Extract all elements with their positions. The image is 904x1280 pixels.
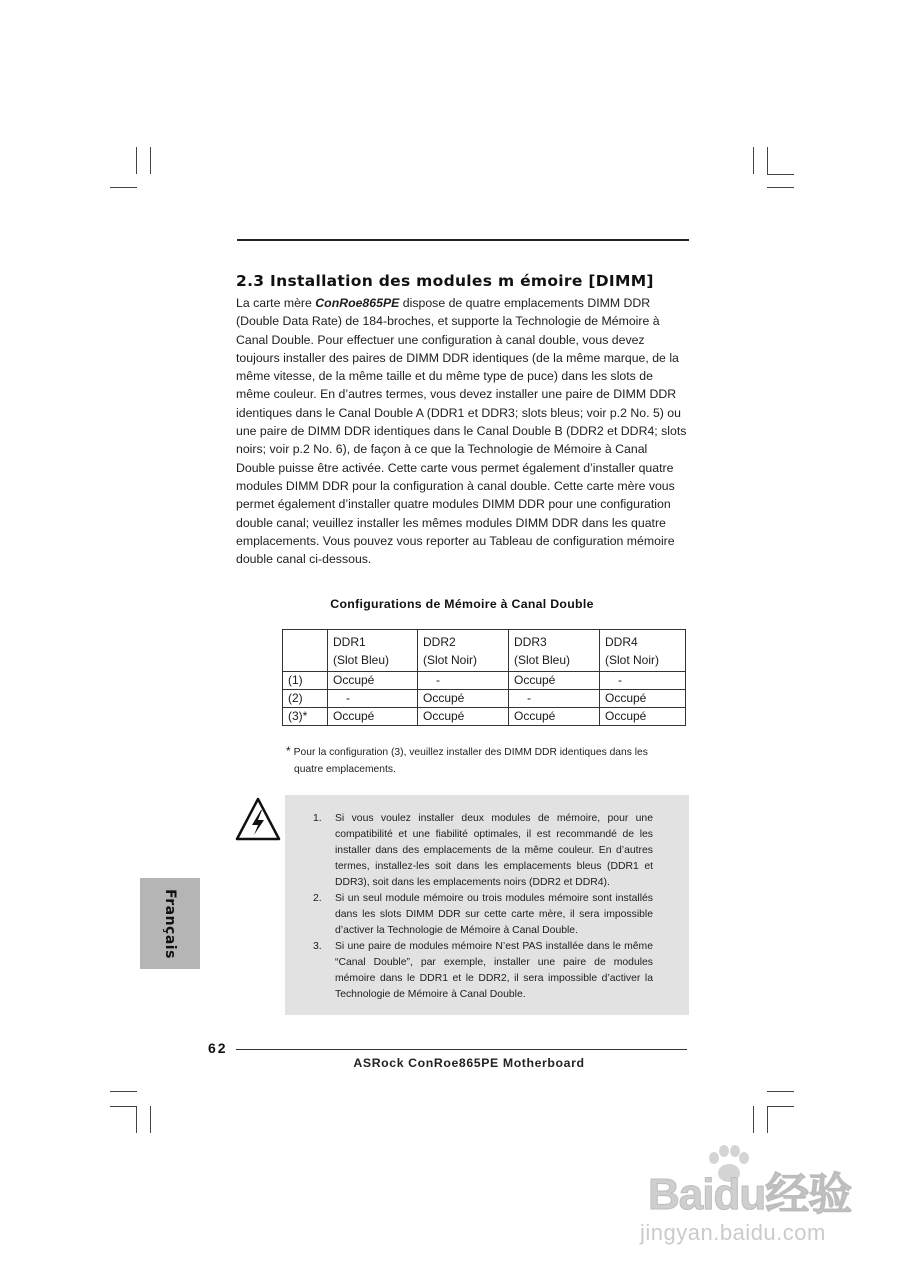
watermark-brand: Baidu经验 [648, 1170, 852, 1219]
crop-mark [753, 147, 754, 174]
crop-mark [767, 187, 794, 188]
table-row [283, 672, 686, 690]
table-header-row [283, 630, 686, 672]
table-cell: - [600, 672, 686, 690]
footnote-line2: quatre emplacements. [294, 764, 396, 775]
memory-config-table [282, 629, 686, 726]
note-number: 3. [313, 941, 322, 952]
model-name: ConRoe865PE [315, 296, 400, 310]
note-number: 2. [313, 893, 322, 904]
row-label: (2) [283, 690, 328, 708]
language-tab [140, 878, 200, 969]
crop-mark [767, 1106, 768, 1133]
crop-mark [110, 1091, 137, 1092]
table-cell: Occupé [418, 708, 509, 726]
note-item [313, 891, 653, 939]
table-cell: Occupé [509, 672, 600, 690]
crop-mark [767, 147, 768, 174]
header-corner-cell [283, 630, 328, 672]
crop-mark [136, 147, 137, 174]
table-footnote [286, 743, 686, 778]
crop-mark [150, 1106, 151, 1133]
row-label: (1) [283, 672, 328, 690]
header-slot-color: (Slot Bleu) [333, 653, 390, 667]
intro-text: La carte mère [236, 296, 316, 310]
header-cell [600, 630, 686, 672]
crop-mark [767, 1091, 794, 1092]
table-cell: Occupé [509, 708, 600, 726]
table-cell: - [328, 690, 418, 708]
table-row [283, 708, 686, 726]
crop-mark [110, 187, 137, 188]
note-number: 1. [313, 813, 322, 824]
header-slot: DDR2 [423, 635, 456, 649]
table-cell: - [509, 690, 600, 708]
warning-icon [235, 797, 281, 841]
crop-mark [110, 1106, 137, 1107]
table-cell: Occupé [600, 708, 686, 726]
table-cell: Occupé [600, 690, 686, 708]
notes-box [285, 795, 689, 1015]
crop-mark [136, 1106, 137, 1133]
note-text: Si un seul module mémoire ou trois modules mémoire sont installés dans les slots DIMM DDR sur cette carte mère, il sera impossible d’activer la Technologie de Mémoire à Canal Double. [335, 893, 653, 936]
footer-text: ASRock ConRoe865PE Motherboard [353, 1056, 585, 1070]
crop-mark [767, 1106, 794, 1107]
table-cell: Occupé [418, 690, 509, 708]
section-heading: 2.3 Installation des modules m émoire [DIMM] [236, 272, 654, 290]
table-cell: - [418, 672, 509, 690]
top-rule [237, 239, 689, 241]
page-number: 62 [208, 1040, 228, 1056]
header-cell [509, 630, 600, 672]
note-item [313, 811, 653, 891]
header-slot: DDR1 [333, 635, 366, 649]
table-cell: Occupé [328, 672, 418, 690]
header-slot-color: (Slot Bleu) [514, 653, 571, 667]
crop-mark [150, 147, 151, 174]
header-cell [418, 630, 509, 672]
footnote-star: * [286, 744, 291, 758]
bottom-rule [236, 1049, 687, 1050]
note-text: Si vous voulez installer deux modules de mémoire, pour une compatibilité et une fiabilité optimales, il est recommandé de les installer dans des emplacements de la même couleur. En d’autres termes, installez-les soit dans les emplacements bleus (DDR1 et DDR3), soit dans les emplacements noirs (DDR2 et DDR4). [335, 813, 653, 888]
intro-text-cont: dispose de quatre emplacements DIMM DDR (Double Data Rate) de 184-broches, et supporte la Technologie de Mémoire à Canal Double. Pour effectuer une configuration à canal double, vous devez toujours installer des paires de DIMM DDR identiques (de la même marque, de la même vitesse, de la même taille et du même type de puce) dans les slots de même couleur. En d’autres termes, vous devez installer une paire de DIMM DDR identiques dans le Canal Double A (DDR1 et DDR3; slots bleus; voir p.2 No. 5) ou une paire de DIMM DDR identiques dans le Canal Double B (DDR2 et DDR4; slots noirs; voir p.2 No. 6), de façon à ce que la Technologie de Mémoire à Canal Double puisse être activée. Cette carte vous permet également d’installer quatre modules DIMM DDR pour la configuration à canal double. Cette carte mère vous permet également d’installer quatre modules DIMM DDR pour une configuration double canal; veuillez installer les mêmes modules DIMM DDR dans les quatre emplacements. Vous pouvez vous reporter au Tableau de configuration mémoire double canal ci-dessous. [236, 296, 687, 567]
header-slot-color: (Slot Noir) [605, 653, 660, 667]
header-slot: DDR3 [514, 635, 547, 649]
header-cell [328, 630, 418, 672]
notes-list [313, 811, 653, 1003]
header-slot-color: (Slot Noir) [423, 653, 478, 667]
footnote-line1: Pour la configuration (3), veuillez installer des DIMM DDR identiques dans les [293, 747, 648, 758]
crop-mark [753, 1106, 754, 1133]
table-title: Configurations de Mémoire à Canal Double [330, 597, 594, 611]
table-cell: Occupé [328, 708, 418, 726]
baidu-watermark [630, 1138, 860, 1258]
note-item [313, 939, 653, 1003]
watermark-url: jingyan.baidu.com [640, 1220, 826, 1245]
crop-mark [767, 174, 794, 175]
row-label: (3)* [283, 708, 328, 726]
section-body [236, 294, 688, 568]
language-tab-label: Français [162, 888, 178, 959]
header-slot: DDR4 [605, 635, 638, 649]
note-text: Si une paire de modules mémoire N’est PAS installée dans le même “Canal Double”, par exemple, installer une paire de modules mémoire dans le DDR1 et le DDR2, il sera impossible d’activer la Technologie de Mémoire à Canal Double. [335, 941, 653, 1000]
table-row [283, 690, 686, 708]
